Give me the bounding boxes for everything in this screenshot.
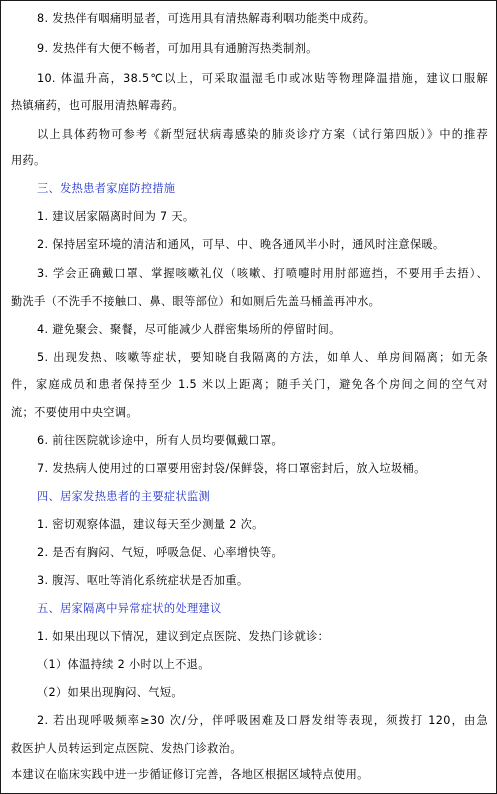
section-5-item-2-line-2: 救医护人员转运到定点医院、发热门诊救治。 <box>11 742 242 755</box>
section-3-item-2: 2. 保持居室环境的清洁和通风，可早、中、晚各通风半小时，通风时注意保暖。 <box>37 238 445 251</box>
section-4-item-1: 1. 密切观察体温，建议每天至少测量 2 次。 <box>37 518 264 531</box>
section-5-item-2-line-1: 2. 若出现呼吸频率≥30 次/分，伴呼吸困难及口唇发绀等表现，须拨打 120，由急 <box>37 714 488 727</box>
footer-note: 本建议在临床实践中进一步循证修订完善，各地区根据区域特点使用。 <box>11 768 369 781</box>
section-3-item-3-line-1: 3. 学会正确戴口罩、掌握咳嗽礼仪（咳嗽、打喷嚏时用肘部遮挡，不要用手去捂）、 <box>37 267 488 280</box>
section-3-title: 三、发热患者家庭防控措施 <box>37 182 176 195</box>
item-10-line-1: 10. 体温升高，38.5℃以上，可采取温湿毛巾或冰贴等物理降温措施，建议口服解 <box>37 72 488 85</box>
section-3-item-5-line-1: 5. 出现发热、咳嗽等症状，要知晓自我隔离的方法，如单人、单房间隔离；如无条 <box>37 351 488 364</box>
section-3-item-3-line-2: 勤洗手（不洗手不接触口、鼻、眼等部位）和如厕后先盖马桶盖再冲水。 <box>11 295 381 308</box>
section-3-item-1: 1. 建议居家隔离时间为 7 天。 <box>37 210 195 223</box>
item-9: 9. 发热伴有大便不畅者，可加用具有通腑泻热类制剂。 <box>37 42 318 55</box>
section-5-title: 五、居家隔离中异常症状的处理建议 <box>37 602 222 615</box>
section-3-item-7: 7. 发热病人使用过的口罩要用密封袋/保鲜袋，将口罩密封后，放入垃圾桶。 <box>37 462 426 475</box>
section-5-item-1: 1. 如果出现以下情况，建议到定点医院、发热门诊就诊： <box>37 630 330 643</box>
reference-line-1: 以上具体药物可参考《新型冠状病毒感染的肺炎诊疗方案（试行第四版）》中的推荐 <box>37 128 488 141</box>
item-10-line-2: 热镇痛药，也可服用清热解毒药。 <box>11 99 185 112</box>
section-3-item-5-line-3: 流；不要使用中央空调。 <box>11 406 138 419</box>
section-4-title: 四、居家发热患者的主要症状监测 <box>37 490 211 503</box>
item-8: 8. 发热伴有咽痛明显者，可选用具有清热解毒利咽功能类中成药。 <box>37 12 376 25</box>
section-4-item-2: 2. 是否有胸闷、气短，呼吸急促、心率增快等。 <box>37 546 284 559</box>
section-5-sub-2: （2）如果出现胸闷、气短。 <box>37 686 183 699</box>
reference-line-2: 用药。 <box>11 154 46 167</box>
section-3-item-4: 4. 避免聚会、聚餐，尽可能减少人群密集场所的停留时间。 <box>37 323 341 336</box>
section-3-item-6: 6. 前往医院就诊途中，所有人员均要佩戴口罩。 <box>37 434 284 447</box>
section-4-item-3: 3. 腹泻、呕吐等消化系统症状是否加重。 <box>37 574 249 587</box>
section-5-sub-1: （1）体温持续 2 小时以上不退。 <box>37 658 210 671</box>
section-3-item-5-line-2: 件，家庭成员和患者保持至少 1.5 米以上距离；随手关门，避免各个房间之间的空气对 <box>11 378 488 391</box>
